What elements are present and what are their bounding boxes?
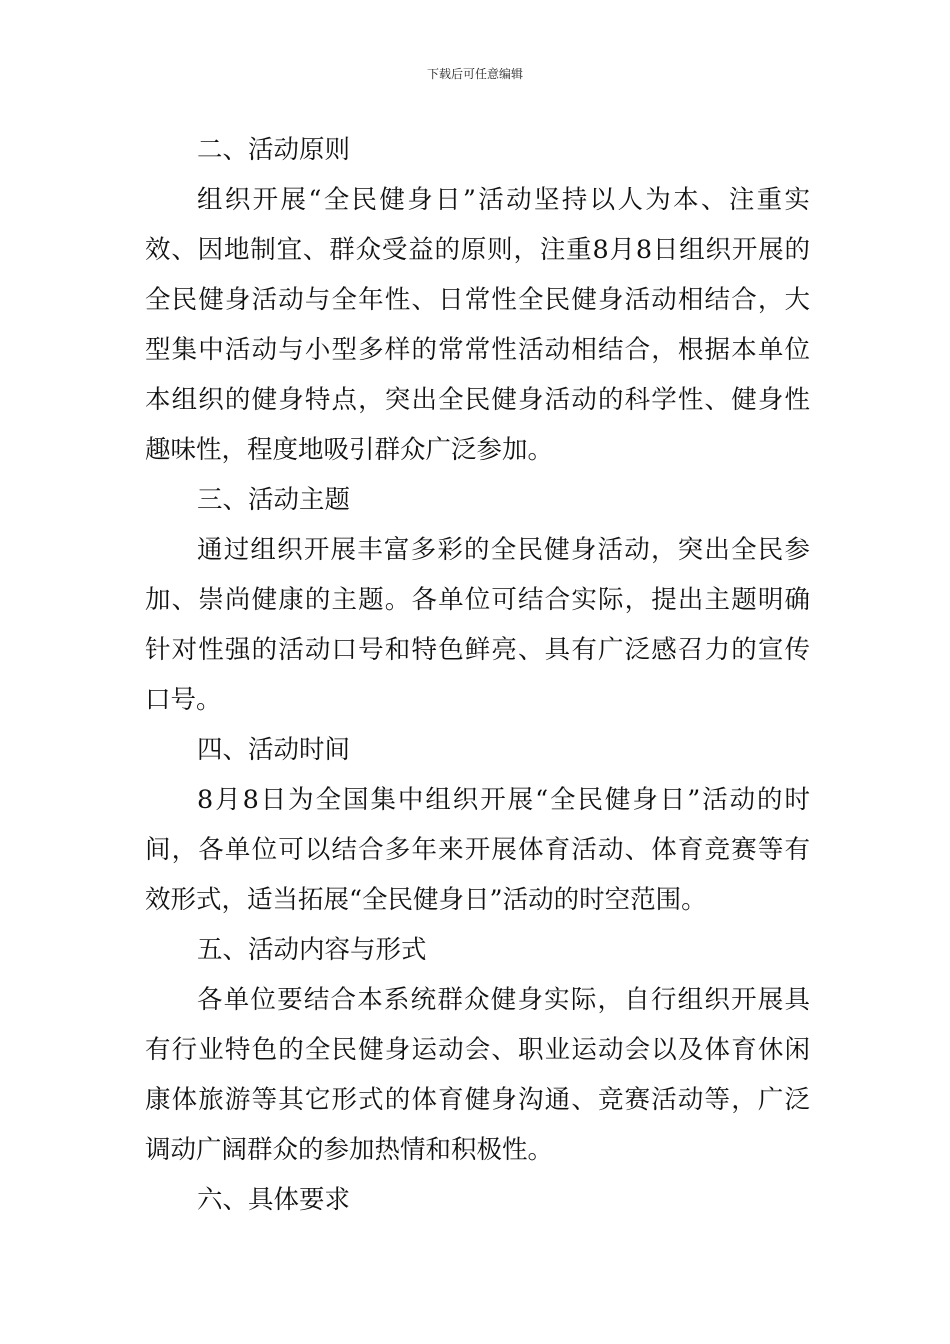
paragraph-line: 针对性强的活动口号和特色鲜亮、具有广泛感召力的宣传 xyxy=(145,635,810,665)
paragraph-line: 组织开展“全民健身日”活动坚持以人为本、注重实 xyxy=(197,185,810,215)
paragraph-line: 全民健身活动与全年性、日常性全民健身活动相结合，大 xyxy=(145,285,810,315)
paragraph-line: 各单位要结合本系统群众健身实际，自行组织开展具 xyxy=(197,985,810,1015)
paragraph-line: 康体旅游等其它形式的体育健身沟通、竞赛活动等，广泛 xyxy=(145,1085,810,1115)
paragraph-line: 本组织的健身特点，突出全民健身活动的科学性、健身性 xyxy=(145,385,810,415)
paragraph-line: 型集中活动与小型多样的常常性活动相结合，根据本单位 xyxy=(145,335,810,365)
paragraph-line: 有行业特色的全民健身运动会、职业运动会以及体育休闲 xyxy=(145,1035,810,1065)
paragraph-line: 间，各单位可以结合多年来开展体育活动、体育竞赛等有 xyxy=(145,835,810,865)
paragraph-line: 通过组织开展丰富多彩的全民健身活动，突出全民参 xyxy=(197,535,810,565)
paragraph-line: 效形式，适当拓展“全民健身日”活动的时空范围。 xyxy=(145,885,707,915)
section-heading: 五、活动内容与形式 xyxy=(197,935,427,965)
paragraph-line: 趣味性，程度地吸引群众广泛参加。 xyxy=(145,435,554,465)
paragraph-line: 调动广阔群众的参加热情和积极性。 xyxy=(145,1135,554,1165)
section-heading: 二、活动原则 xyxy=(197,135,351,165)
paragraph-line: 加、崇尚健康的主题。各单位可结合实际，提出主题明确 xyxy=(145,585,810,615)
section-heading: 四、活动时间 xyxy=(197,735,351,765)
section-heading: 六、具体要求 xyxy=(197,1185,351,1215)
paragraph-line: 口号。 xyxy=(145,685,222,715)
document-body xyxy=(145,125,810,1225)
paragraph-line: 效、因地制宜、群众受益的原则，注重8月8日组织开展的 xyxy=(145,235,810,265)
header-note: 下载后可任意编辑 xyxy=(426,67,523,81)
section-heading: 三、活动主题 xyxy=(197,485,351,515)
paragraph-line: 8月8日为全国集中组织开展“全民健身日”活动的时 xyxy=(197,785,810,815)
